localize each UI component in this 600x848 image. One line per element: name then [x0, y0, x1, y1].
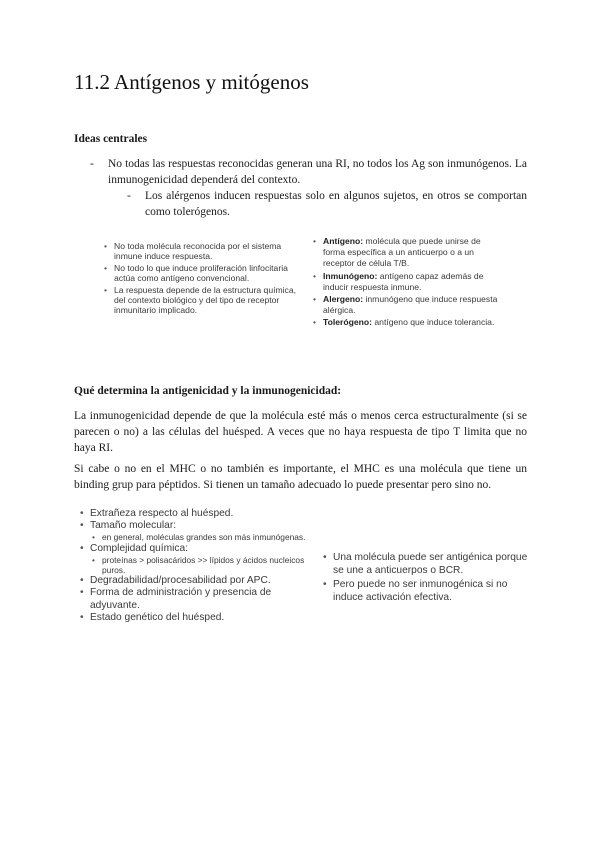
ideas-heading: Ideas centrales — [74, 133, 148, 145]
ideas-item-1-text: No todas las respuestas reconocidas generan una RI, no todos los Ag son inmunógenos. La inmunogenicidad dependerá del contexto. — [108, 158, 527, 186]
determina-heading: Qué determina la antigenicidad y la inmunogenicidad: — [74, 385, 342, 397]
dash-bullet-icon: - — [90, 158, 94, 170]
paragraph-2: Si cabe o no en el MHC o no también es importante, el MHC es una molécula que tiene un binding grup para péptidos. Si tienen un tamaño adecuado lo puede presentar pero sino no. — [74, 463, 527, 491]
factor-item: • Tamaño molecular: — [80, 520, 320, 532]
definition-antigeno — [313, 236, 499, 270]
paragraph-1: La inmunogenicidad depende de que la molécula esté más o menos cerca estructuralmente (si se parecen o no) a las células del huésped. A veces que no haya respuesta de tipo T limita que no haya RI. — [74, 410, 527, 454]
slide-image-notes — [323, 552, 533, 606]
ideas-item-2 — [127, 188, 527, 220]
factor-item: • Forma de administración y presencia de adyuvante. — [80, 587, 320, 611]
factor-subitem: • proteínas > polisacáridos >> lípidos y ácidos nucleicos puros. — [80, 555, 320, 575]
factor-item: • Complejidad química: — [80, 543, 320, 555]
definition-text: inmunógeno que induce respuesta alérgica. — [323, 294, 498, 316]
definition-text: antígeno capaz además de inducir respuesta inmune. — [323, 270, 484, 292]
ideas-item-2-text: Los alérgenos inducen respuestas solo en algunos sujetos, en otros se comportan como tolerógenos. — [145, 190, 527, 218]
slide-image-left — [104, 241, 300, 317]
page-title: 11.2 Antígenos y mitógenos — [74, 70, 309, 94]
term: Alergeno: — [323, 294, 364, 305]
definition-tolerogeno — [313, 317, 499, 328]
slide-left-item: • No toda molécula reconocida por el sistema inmune induce respuesta. — [104, 241, 300, 262]
factor-item: • Degradabilidad/procesabilidad por APC. — [80, 575, 320, 587]
definition-text: antígeno que induce tolerancia. — [372, 317, 495, 328]
slide-image-factors — [80, 508, 320, 624]
factor-item: • Extrañeza respecto al huésped. — [80, 508, 320, 520]
factor-subitem: • en general, moléculas grandes son más inmunógenas. — [80, 532, 320, 542]
definition-text: molécula que puede unirse de forma específica a un anticuerpo o a un receptor de célula T/B. — [323, 236, 481, 269]
definition-inmunogeno — [313, 271, 499, 293]
factor-item: • Estado genético del huésped. — [80, 612, 320, 624]
dash-bullet-icon: - — [127, 190, 131, 202]
definition-alergeno — [313, 294, 499, 316]
term: Inmunógeno: — [323, 270, 378, 281]
note-item: • Una molécula puede ser antigénica porque se une a anticuerpos o BCR. — [323, 552, 533, 577]
slide-left-item: • La respuesta depende de la estructura química, del contexto biológico y del tipo de receptor inmunitario implicado. — [104, 285, 300, 316]
term: Antígeno: — [323, 236, 364, 246]
slide-left-item: • No todo lo que induce proliferación linfocitaria actúa como antígeno convencional. — [104, 263, 300, 284]
term: Tolerógeno: — [323, 317, 373, 328]
slide-image-right — [313, 236, 499, 330]
note-item: • Pero puede no ser inmunogénica si no induce activación efectiva. — [323, 579, 533, 604]
ideas-item-1 — [90, 156, 527, 188]
